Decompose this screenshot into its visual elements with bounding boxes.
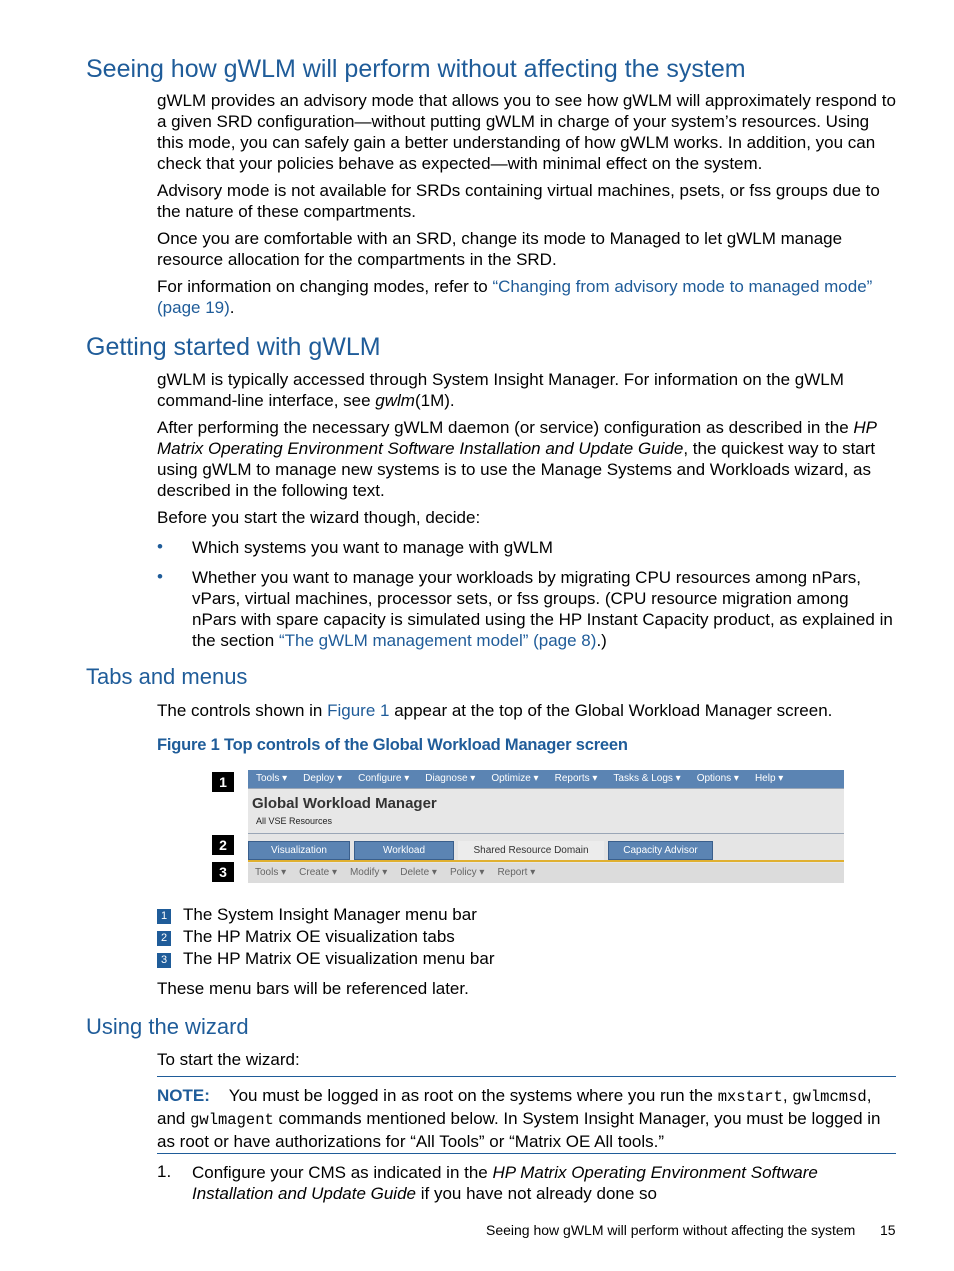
oe-menu-delete[interactable]: Delete ▾ [400,867,437,878]
section-title-using-wizard: Using the wizard [86,1014,249,1039]
text-span: The controls shown in [157,701,328,720]
paragraph-changing-modes [157,276,897,318]
section-title-tabs-menus: Tabs and menus [86,664,248,689]
paragraph-advisory-limits: Advisory mode is not available for SRDs containing virtual machines, psets, or fss groups due to the nature of these compartments. [157,181,880,221]
sim-menu-options[interactable]: Options ▾ [696,773,739,784]
guide-title: HP Matrix Operating Environment Software Installation and Update Guide [157,418,877,458]
section-title-advisory: Seeing how gWLM will perform without affecting the system [86,55,746,83]
app-subtitle: All VSE Resources [256,816,333,826]
sim-menu-deploy[interactable]: Deploy ▾ [303,773,343,784]
note-label: NOTE: [157,1086,210,1105]
footer-running-title: Seeing how gWLM will perform without affecting the system [486,1222,856,1238]
sim-menu-tasks-logs[interactable]: Tasks & Logs ▾ [613,773,681,784]
oe-menu-create[interactable]: Create ▾ [299,867,337,878]
app-title: Global Workload Manager [252,795,437,812]
text-span: , the quickest way to start using gWLM to manage new systems is to use the Manage Systems and Workloads wizard, as described in the following text. [157,439,876,500]
figure-badge-1: 1 [212,772,234,792]
command-mxstart: mxstart [717,1088,783,1106]
text-span: commands mentioned below. In System Insight Manager, you must be logged in as root or have authorizations for “All Tools” or “Matrix OE All tools.” [157,1109,881,1151]
text-span: Whether you want to manage your workloads by migrating CPU resources among nPars, vPars, virtual machines, processor sets, or fss groups. (CPU resource migration among nPars with spare capacity is simulated using the HP Instant Capacity product, as explained in the section [192,568,893,650]
text-span: For information on changing modes, refer to [157,277,493,296]
tab-underline [248,860,844,862]
paragraph-controls [157,700,897,721]
bullet-item-systems: Which systems you want to manage with gWLM [192,538,553,557]
paragraph-advisory-intro: gWLM provides an advisory mode that allows you to see how gWLM will approximately respond to a given SRD configuration—without putting gWLM in charge of your system’s resources. Using this mode, you can safely gain a better understanding of how gWLM works. In addition, you can check that your policies behave as expected—with minimal effect on the system. [157,91,896,173]
link-figure-1[interactable]: Figure 1 [327,701,390,720]
tab-visualization[interactable]: Visualization [248,841,350,860]
figure-screenshot [248,770,844,883]
man-page-ref: gwlm [375,391,415,410]
oe-menu-policy[interactable]: Policy ▾ [449,867,485,878]
paragraph-start-wizard: To start the wizard: [157,1050,300,1069]
paragraph-managed-mode: Once you are comfortable with an SRD, change its mode to Managed to let gWLM manage resource allocation for the compartments in the SRD. [157,229,843,269]
text-span: (1M). [414,391,455,410]
tab-capacity-advisor[interactable]: Capacity Advisor [608,841,713,860]
paragraph-decide: Before you start the wizard though, decide: [157,508,481,527]
text-span: , and [157,1086,872,1128]
legend-text-2: The HP Matrix OE visualization tabs [183,927,455,946]
paragraph-referenced-later: These menu bars will be referenced later. [157,979,469,998]
text-span: if you have not already done so [416,1184,657,1203]
figure-caption: Figure 1 Top controls of the Global Workload Manager screen [157,736,628,754]
sim-menu-configure[interactable]: Configure ▾ [358,773,410,784]
text-span: . [229,298,235,317]
text-span: .) [596,631,607,650]
bullet-marker: • [157,567,163,586]
sim-menu-help[interactable]: Help ▾ [754,773,784,784]
legend-badge-1: 1 [157,909,171,924]
step-number: 1. [157,1162,172,1181]
paragraph-access [157,369,897,411]
sim-menu-diagnose[interactable]: Diagnose ▾ [425,773,476,784]
figure-badge-2: 2 [212,835,234,855]
text-span: After performing the necessary gWLM daemon (or service) configuration as described in the [157,418,854,437]
sim-menu-tools[interactable]: Tools ▾ [256,773,288,784]
sim-menu-reports[interactable]: Reports ▾ [554,773,598,784]
note-top-rule [157,1076,896,1077]
command-gwlmagent: gwlmagent [190,1111,274,1129]
link-management-model[interactable]: “The gWLM management model” (page 8) [278,631,597,650]
oe-menu-modify[interactable]: Modify ▾ [349,867,388,878]
text-span: appear at the top of the Global Workload Manager screen. [389,701,833,720]
guide-title: HP Matrix Operating Environment Software Installation and Update Guide [192,1163,818,1203]
text-span: , [782,1086,793,1105]
text-span: gWLM is typically accessed through System Insight Manager. For information on the gWLM command-line interface, see [157,370,844,410]
figure-badge-3: 3 [212,862,234,882]
step-configure-cms [192,1162,897,1204]
note-block [157,1085,897,1152]
legend-badge-2: 2 [157,931,171,946]
note-bottom-rule [157,1153,896,1154]
legend-text-1: The System Insight Manager menu bar [183,905,477,924]
text-span: Configure your CMS as indicated in the [192,1163,493,1182]
page-number: 15 [880,1222,896,1238]
legend-text-3: The HP Matrix OE visualization menu bar [183,949,495,968]
paragraph-configuration [157,417,897,501]
oe-menu-tools[interactable]: Tools ▾ [255,867,287,878]
command-gwlmcmsd: gwlmcmsd [792,1088,867,1106]
bullet-marker: • [157,537,163,556]
section-title-getting-started: Getting started with gWLM [86,333,381,361]
oe-menu-report[interactable]: Report ▾ [497,867,536,878]
tab-shared-resource-domain[interactable]: Shared Resource Domain [458,841,604,860]
bullet-item-workloads [192,567,897,651]
tab-workload[interactable]: Workload [354,841,454,860]
text-span: You must be logged in as root on the systems where you run the [228,1086,718,1105]
link-changing-modes[interactable]: “Changing from advisory mode to managed mode” (page 19) [157,277,873,317]
legend-badge-3: 3 [157,953,171,968]
oe-menu-bar [248,863,844,883]
app-title-area [248,788,844,834]
visualization-tabs [248,841,717,860]
sim-menu-bar [248,770,844,788]
sim-menu-optimize[interactable]: Optimize ▾ [491,773,539,784]
